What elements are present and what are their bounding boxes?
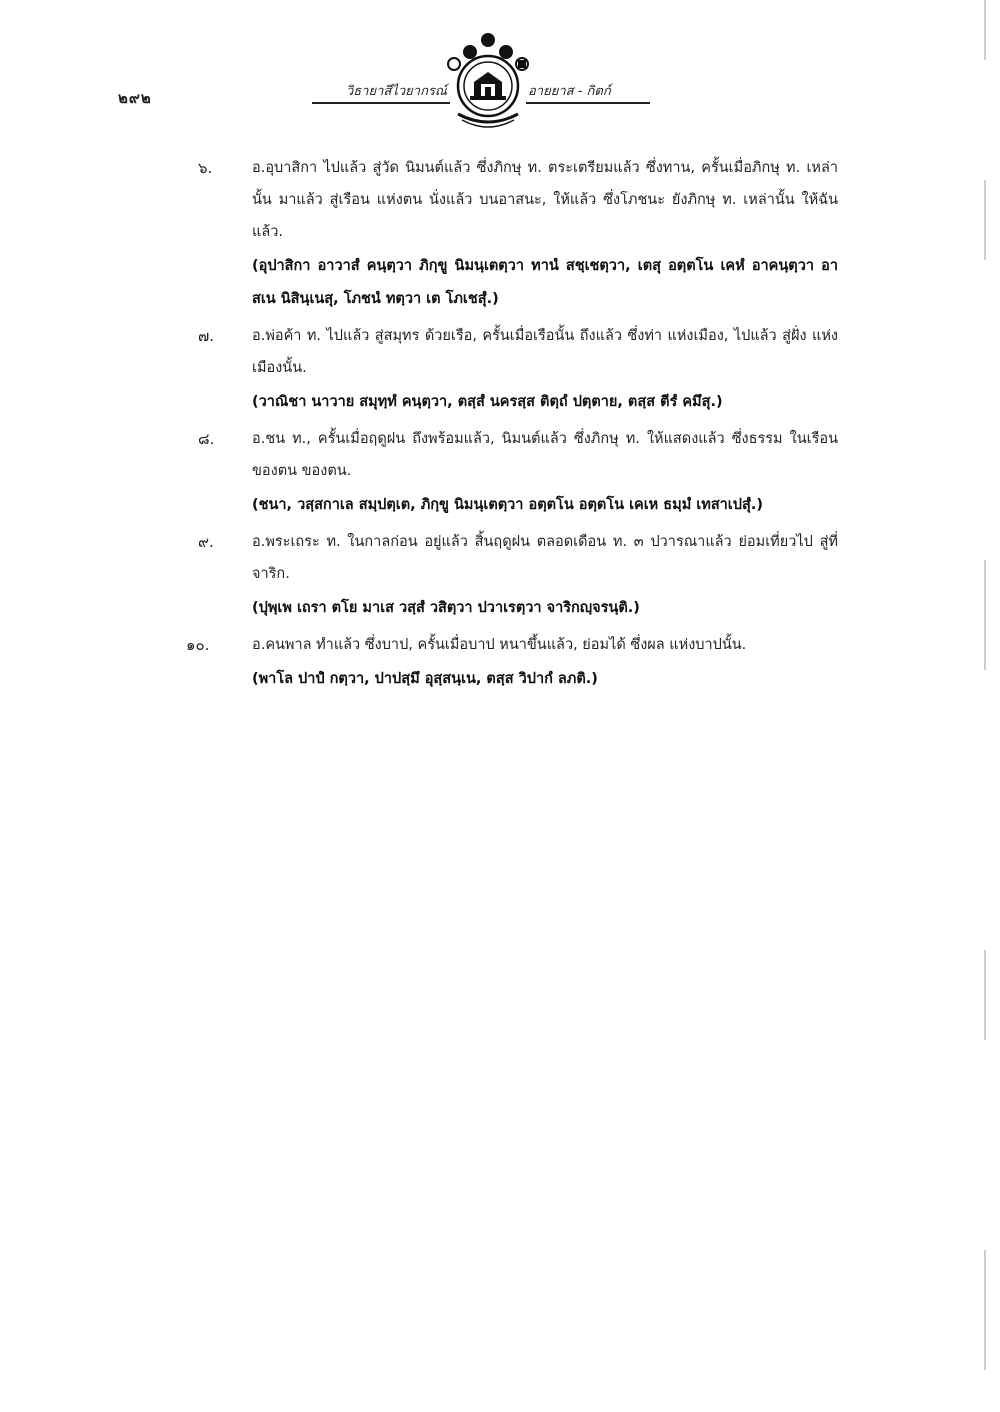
pali-translation: (อุปาสิกา อาวาสํ คนฺตฺวา ภิกฺขู นิมนฺเตตฺวา ทานํ สชฺเชตฺวา, เตสุ อตฺตโน เคหํ อาคนฺตฺวา อาสเน นิสินฺเนสุ, โภชนํ ทตฺวา เต โภเชสุํ.) — [252, 258, 838, 307]
header-left-title: วิธายาสีไวยากรณ์ — [345, 84, 447, 99]
pali-translation: (วาณิชา นาวาย สมุทฺทํ คนฺตฺวา, ตสฺสํ นครสฺส ติตฺถํ ปตฺตาย, ตสฺส ตีรํ คมึสุ.) — [252, 394, 723, 410]
thai-sentence: อ.คนพาล ทำแล้ว ซึ่งบาป, ครั้นเมื่อบาป หนาขึ้นแล้ว, ย่อมได้ ซึ่งผล แห่งบาปนั้น. — [252, 637, 747, 653]
pali-translation: (พาโล ปาปํ กตฺวา, ปาปสฺมึ อุสฺสนฺเน, ตสฺส วิปากํ ลภติ.) — [252, 671, 598, 687]
exercise-item-9 — [198, 526, 838, 625]
scan-edge-mark — [984, 180, 986, 260]
pali-translation: (ปุพฺเพ เถรา ตโย มาเส วสฺสํ วสิตฺวา ปวาเรตฺวา จาริกญฺจรนฺติ.) — [252, 600, 640, 616]
thai-sentence: อ.พ่อค้า ท. ไปแล้ว สู่สมุทร ด้วยเรือ, ครั้นเมื่อเรือนั้น ถึงแล้ว ซึ่งท่า แห่งเมือง, ไปแล้ว สู่ฝั่ง แห่งเมืองนั้น. — [252, 328, 838, 376]
header-right-rule — [526, 102, 650, 104]
exercise-number: ๘. — [198, 430, 215, 448]
exercise-number: ๑๐. — [186, 636, 210, 654]
exercise-item-8 — [198, 423, 838, 522]
exercise-item-6 — [198, 152, 838, 316]
header-right-title: อายยาส - กิตก์ — [528, 84, 611, 99]
exercise-item-7 — [198, 320, 838, 419]
exercise-item-10 — [186, 629, 838, 696]
header-left-rule — [312, 102, 450, 104]
scan-edge-mark — [984, 560, 986, 670]
exercise-list — [186, 152, 838, 700]
thai-sentence: อ.พระเถระ ท. ในกาลก่อน อยู่แล้ว สิ้นฤดูฝน ตลอดเดือน ท. ๓ ปวารณาแล้ว ย่อมเที่ยวไป สู่ที่จาริก. — [252, 534, 838, 582]
thai-sentence: อ.อุบาสิกา ไปแล้ว สู่วัด นิมนต์แล้ว ซึ่งภิกษุ ท. ตระเตรียมแล้ว ซึ่งทาน, ครั้นเมื่อภิกษุ ท. เหล่านั้น มาแล้ว สู่เรือน แห่งตน นั่งแล้ว บนอาสนะ, ให้แล้ว ซึ่งโภชนะ ยังภิกษุ ท. เหล่านั้น ให้ฉันแล้ว. — [252, 160, 838, 240]
exercise-number: ๗. — [198, 327, 215, 345]
exercise-number: ๖. — [198, 159, 213, 177]
scan-edge-mark — [984, 950, 986, 1040]
pali-translation: (ชนา, วสฺสกาเล สมฺปตฺเต, ภิกฺขู นิมนฺเตตฺวา อตฺตโน อตฺตโน เคเห ธมฺมํ เทสาเปสุํ.) — [252, 497, 763, 513]
exercise-number: ๙. — [198, 533, 214, 551]
scan-edge-mark — [984, 1250, 986, 1370]
scan-edge-mark — [984, 0, 986, 60]
thai-sentence: อ.ชน ท., ครั้นเมื่อฤดูฝน ถึงพร้อมแล้ว, นิมนต์แล้ว ซึ่งภิกษุ ท. ให้แสดงแล้ว ซึ่งธรรม ในเรือน ของตน ของตน. — [252, 431, 838, 479]
page-number: ๒๙๒ — [118, 89, 152, 107]
seal-emblem-icon — [440, 30, 536, 134]
